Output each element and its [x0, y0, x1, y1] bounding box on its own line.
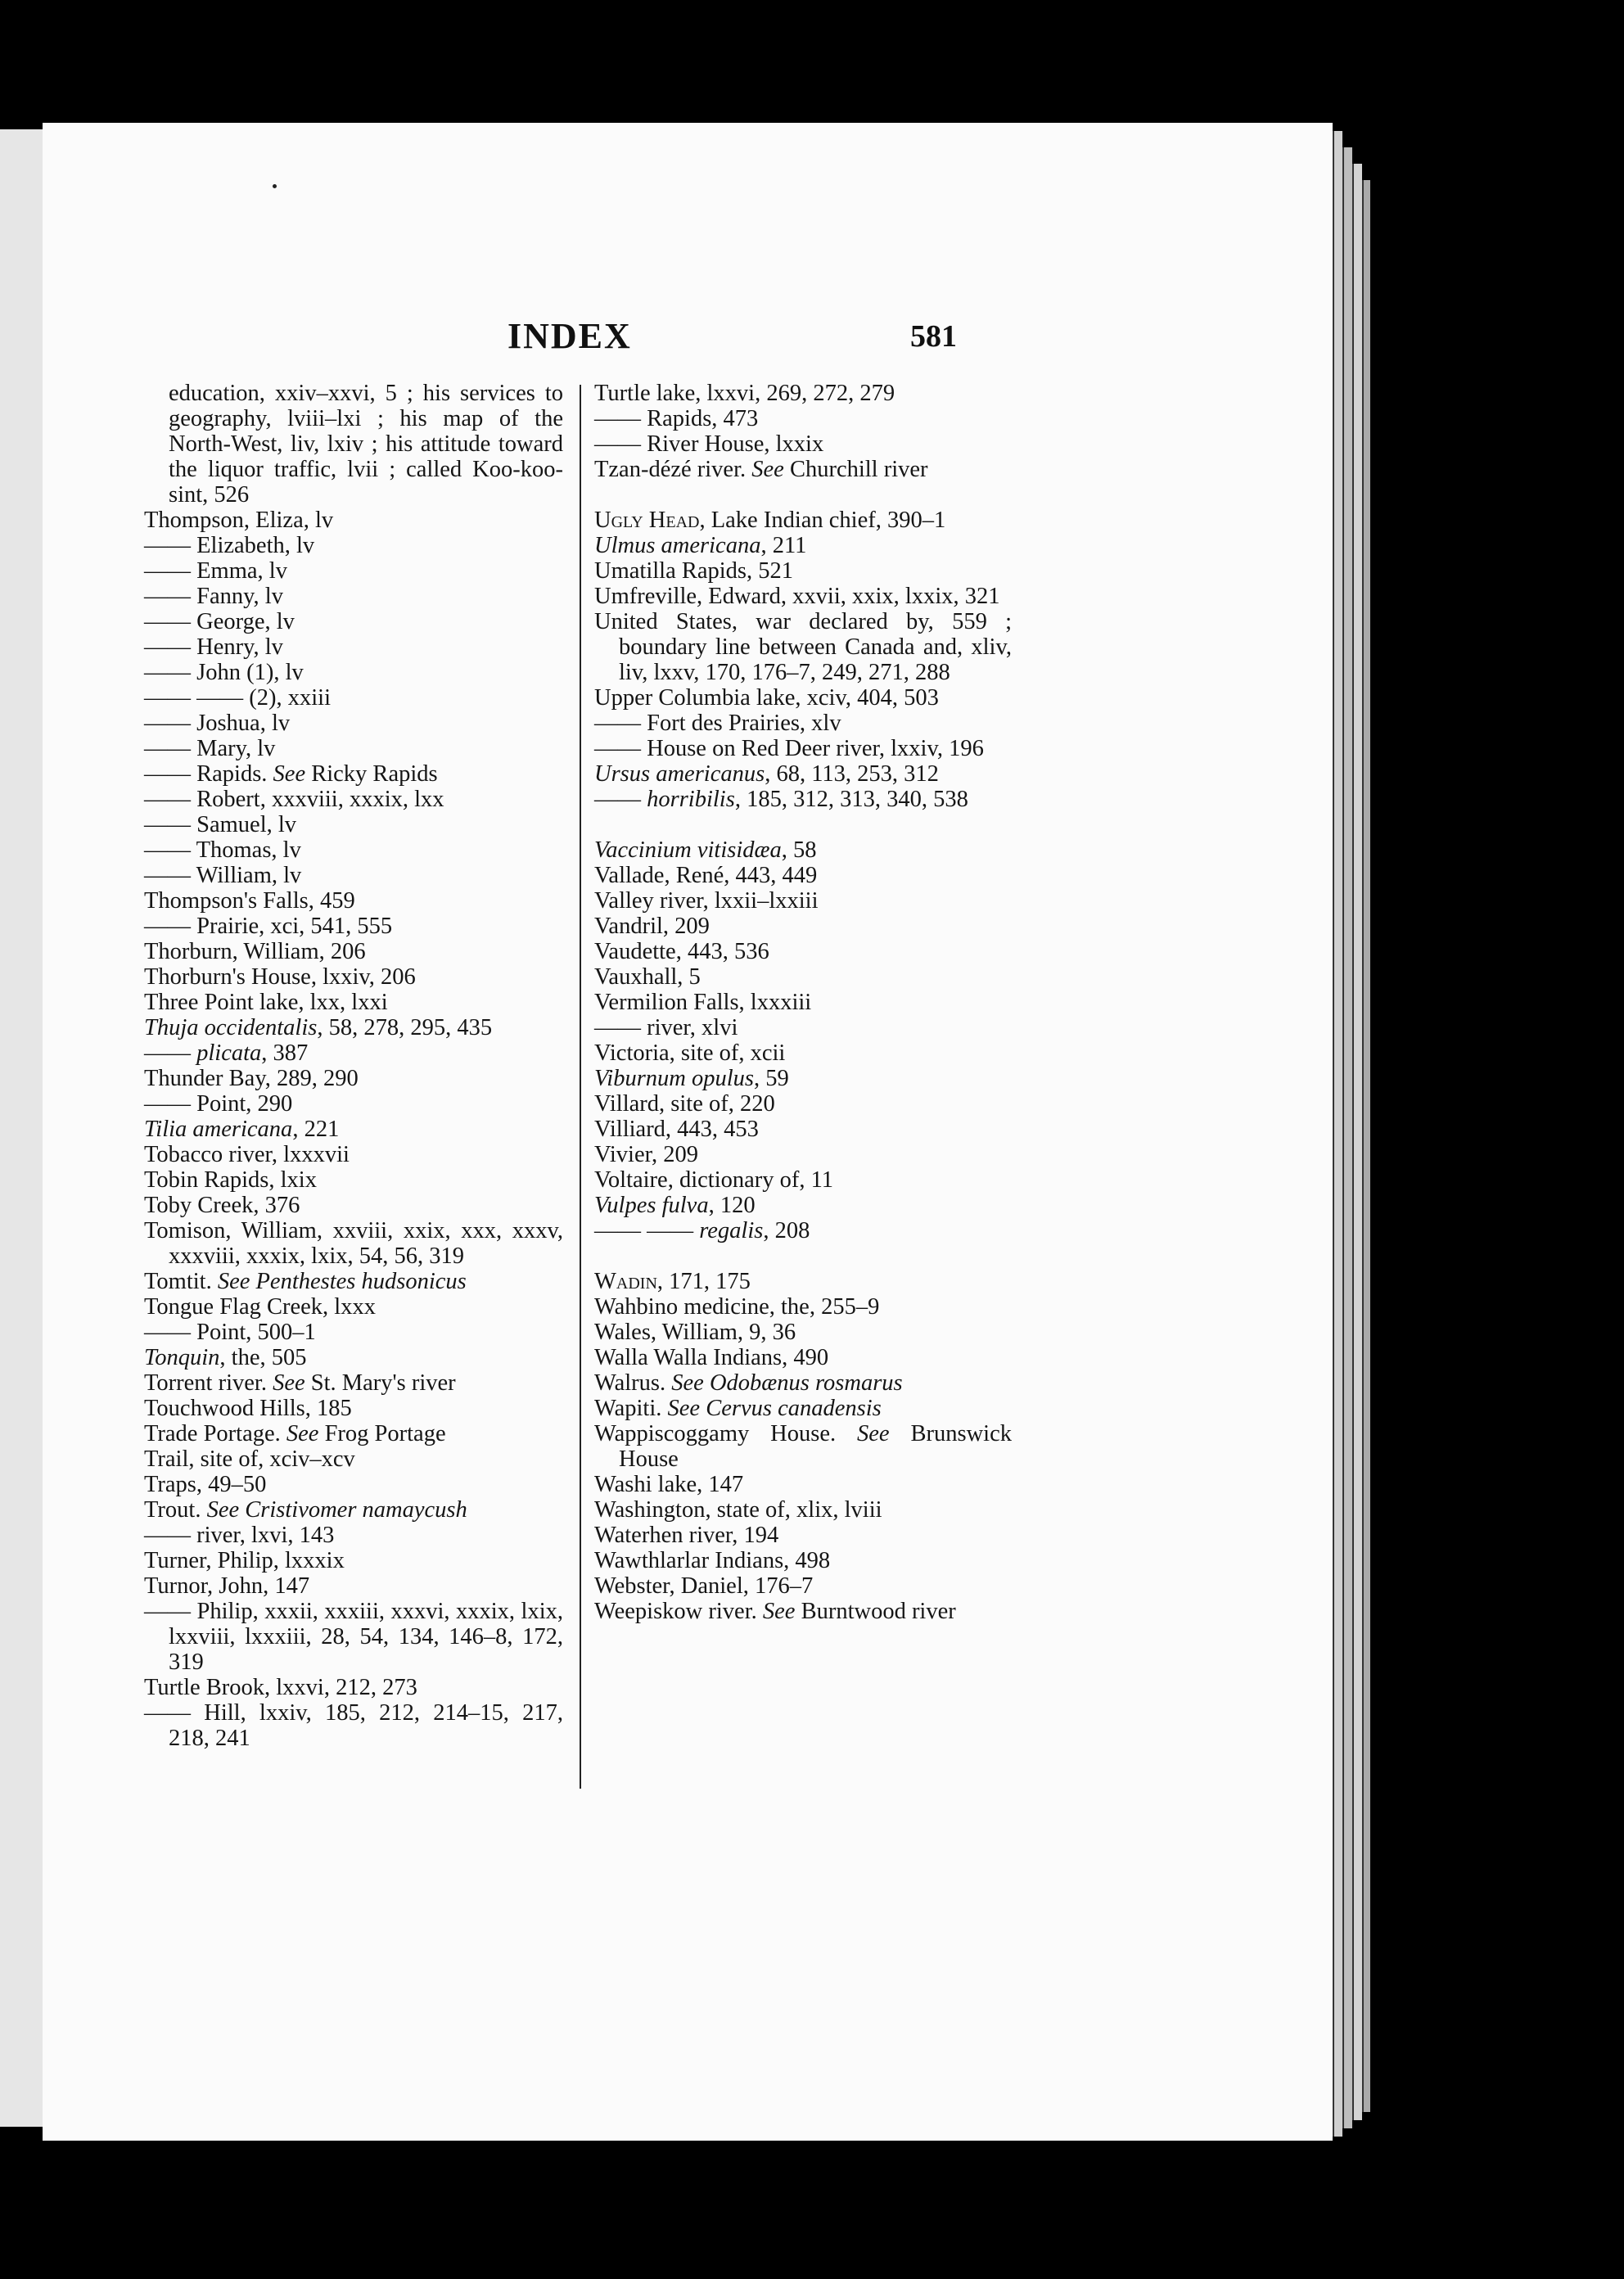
entry-t: —— Emma, lv: [144, 558, 287, 584]
entry-it: See Cristivomer namaycush: [206, 1497, 467, 1523]
entry-post: , 185, 312, 313, 340, 538: [734, 787, 968, 812]
entry-t: Umfreville, Edward, xxvii, xxix, lxxix, 321: [594, 584, 1000, 609]
index-entry: [144, 939, 563, 964]
index-entry: [594, 1294, 1012, 1320]
index-entry: [144, 1573, 563, 1599]
index-entry: [594, 1548, 1012, 1573]
index-entry: [144, 1218, 563, 1269]
index-column-left: [144, 381, 563, 1751]
entry-t: —— Thomas, lv: [144, 837, 301, 863]
entry-post: , 59: [754, 1066, 789, 1091]
index-entry: [144, 1675, 563, 1700]
entry-it: See Cervus canadensis: [667, 1396, 882, 1421]
entry-it: Vaccinium vitisidæa: [594, 837, 782, 863]
index-entry: [594, 1472, 1012, 1497]
index-column-right: [594, 381, 1012, 1624]
entry-pre: ——: [594, 787, 647, 812]
page-edge-strip: [1342, 147, 1352, 2128]
entry-t: Washington, state of, xlix, lviii: [594, 1497, 882, 1523]
index-entry: [594, 1421, 1012, 1472]
entry-t: Vermilion Falls, lxxxiii: [594, 990, 812, 1015]
entry-t: Tongue Flag Creek, lxxx: [144, 1294, 376, 1320]
entry-t: —— River House, lxxix: [594, 431, 824, 457]
entry-it: See: [751, 457, 784, 482]
index-entry: [594, 1396, 1012, 1421]
entry-sc: Wadin: [594, 1269, 657, 1294]
entry-it: Vulpes fulva: [594, 1193, 709, 1218]
entry-t: —— Robert, xxxviii, xxxix, lxx: [144, 787, 444, 812]
entry-t: —— Rapids, 473: [594, 406, 759, 431]
entry-post: Frog Portage: [318, 1421, 446, 1446]
entry-pre: Tomtit.: [144, 1269, 218, 1294]
entry-post: , 58, 278, 295, 435: [317, 1015, 493, 1040]
index-entry: [144, 381, 563, 508]
entry-post: , 171, 175: [656, 1269, 751, 1294]
index-entry: [594, 381, 1012, 406]
index-entry: [144, 761, 563, 787]
index-entry: [144, 660, 563, 685]
entry-t: Tobacco river, lxxxvii: [144, 1142, 350, 1167]
entry-post: Churchill river: [783, 457, 928, 482]
entry-t: Tobin Rapids, lxix: [144, 1167, 317, 1193]
entry-t: Thompson, Eliza, lv: [144, 508, 334, 533]
entry-t: Trail, site of, xciv–xcv: [144, 1446, 355, 1472]
entry-pre: ——: [144, 1040, 197, 1066]
index-entry: [594, 584, 1012, 609]
entry-t: Thorburn, William, 206: [144, 939, 366, 964]
page-header: [0, 315, 1624, 364]
index-entry: [144, 736, 563, 761]
entry-post: , Lake Indian chief, 390–1: [699, 508, 946, 533]
entry-it: Ulmus americana: [594, 533, 761, 558]
index-entry: [594, 1218, 1012, 1243]
index-entry: [594, 1573, 1012, 1599]
index-entry: [594, 1320, 1012, 1345]
entry-pre: —— Rapids.: [144, 761, 273, 787]
index-entry: [144, 787, 563, 812]
entry-t: Voltaire, dictionary of, 11: [594, 1167, 834, 1193]
index-entry: [594, 1599, 1012, 1624]
entry-t: Turtle lake, lxxvi, 269, 272, 279: [594, 381, 895, 406]
index-entry: [144, 1320, 563, 1345]
index-entry: [144, 812, 563, 837]
entry-it: See Odobænus rosmarus: [671, 1370, 903, 1396]
left-page-edge: [0, 129, 45, 2127]
paper-speck: [273, 184, 277, 188]
index-entry: [594, 964, 1012, 990]
entry-t: United States, war declared by, 559 ; boundary line between Canada and, xliv, liv, lxxv, 170, 176–7, 249, 271, 288: [594, 609, 1012, 685]
entry-pre: Walrus.: [594, 1370, 672, 1396]
index-entry: [594, 431, 1012, 457]
entry-it: Tilia americana: [144, 1117, 293, 1142]
entry-post: St. Mary's river: [304, 1370, 456, 1396]
index-entry: [144, 1066, 563, 1091]
page-edge-strip: [1333, 131, 1342, 2137]
entry-t: Villard, site of, 220: [594, 1091, 775, 1117]
entry-t: Wales, William, 9, 36: [594, 1320, 796, 1345]
entry-t: Three Point lake, lxx, lxxi: [144, 990, 388, 1015]
entry-sc: Ugly Head: [594, 508, 700, 533]
index-entry: [144, 1040, 563, 1066]
page-edge-strip: [1352, 164, 1362, 2120]
index-entry: [144, 1294, 563, 1320]
index-entry: [144, 1015, 563, 1040]
index-entry: [144, 1269, 563, 1294]
index-entry: [144, 508, 563, 533]
page-number: 581: [910, 319, 957, 354]
index-entry: [594, 914, 1012, 939]
entry-t: —— Joshua, lv: [144, 711, 291, 736]
entry-pre: Trout.: [144, 1497, 207, 1523]
entry-post: , 208: [763, 1218, 810, 1243]
index-entry: [144, 558, 563, 584]
entry-t: —— Henry, lv: [144, 634, 283, 660]
entry-t: —— —— (2), xxiii: [144, 685, 331, 711]
entry-t: Upper Columbia lake, xciv, 404, 503: [594, 685, 939, 711]
entry-post: Ricky Rapids: [305, 761, 438, 787]
entry-t: —— Point, 500–1: [144, 1320, 316, 1345]
entry-t: education, xxiv–xxvi, 5 ; his services to geography, lviii–lxi ; his map of the North-West, liv, lxiv ; his attitude toward the liquor traffic, lvii ; called Koo-koo-sint, 526: [169, 381, 563, 508]
index-entry: [594, 685, 1012, 711]
page-edge-strip: [1362, 180, 1370, 2112]
entry-t: Thompson's Falls, 459: [144, 888, 355, 914]
entry-t: Valley river, lxxii–lxxiii: [594, 888, 819, 914]
entry-post: , 211: [760, 533, 807, 558]
entry-t: Wahbino medicine, the, 255–9: [594, 1294, 880, 1320]
entry-t: Vauxhall, 5: [594, 964, 701, 990]
entry-t: —— Fort des Prairies, xlv: [594, 711, 841, 736]
entry-t: Victoria, site of, xcii: [594, 1040, 786, 1066]
index-entry: [144, 685, 563, 711]
entry-t: —— John (1), lv: [144, 660, 304, 685]
entry-it: horribilis: [647, 787, 735, 812]
entry-it: See: [857, 1421, 890, 1446]
entry-it: See Penthestes hudsonicus: [217, 1269, 467, 1294]
index-entry: [144, 1345, 563, 1370]
index-entry: [144, 609, 563, 634]
index-entry: [144, 533, 563, 558]
index-entry: [594, 1040, 1012, 1066]
index-entry: [594, 1015, 1012, 1040]
entry-t: Thorburn's House, lxxiv, 206: [144, 964, 416, 990]
index-entry: [144, 1193, 563, 1218]
entry-t: Umatilla Rapids, 521: [594, 558, 794, 584]
index-entry: [144, 1497, 563, 1523]
entry-it: See: [762, 1599, 796, 1624]
entry-pre: Weepiskow river.: [594, 1599, 763, 1624]
entry-post: Burntwood river: [795, 1599, 956, 1624]
entry-it: Thuja occidentalis: [144, 1015, 318, 1040]
entry-it: Ursus americanus: [594, 761, 765, 787]
index-entry: [144, 1091, 563, 1117]
index-entry: [144, 1700, 563, 1751]
entry-pre: Wapiti.: [594, 1396, 668, 1421]
entry-t: Waterhen river, 194: [594, 1523, 779, 1548]
index-entry: [144, 584, 563, 609]
index-entry: [594, 1497, 1012, 1523]
index-entry: [594, 863, 1012, 888]
entry-t: —— William, lv: [144, 863, 302, 888]
index-entry: [144, 711, 563, 736]
index-entry: [594, 761, 1012, 787]
entry-t: Tomison, William, xxviii, xxix, xxx, xxxv, xxxviii, xxxix, lxix, 54, 56, 319: [144, 1218, 563, 1269]
index-entry: [144, 964, 563, 990]
index-entry: [594, 533, 1012, 558]
index-entry: [144, 1548, 563, 1573]
index-entry: [594, 1117, 1012, 1142]
entry-post: , 387: [261, 1040, 309, 1066]
index-entry: [594, 609, 1012, 685]
index-entry: [144, 1599, 563, 1675]
index-entry: [144, 1523, 563, 1548]
index-entry: [594, 406, 1012, 431]
index-entry: [594, 888, 1012, 914]
index-entry: [144, 1142, 563, 1167]
entry-t: Thunder Bay, 289, 290: [144, 1066, 359, 1091]
entry-t: Wawthlarlar Indians, 498: [594, 1548, 831, 1573]
entry-t: Turtle Brook, lxxvi, 212, 273: [144, 1675, 417, 1700]
entry-t: Touchwood Hills, 185: [144, 1396, 352, 1421]
entry-it: regalis: [699, 1218, 764, 1243]
entry-post: , the, 505: [219, 1345, 307, 1370]
index-entry: [594, 990, 1012, 1015]
section-gap: [594, 1243, 1012, 1269]
index-entry: [144, 1472, 563, 1497]
entry-it: See: [286, 1421, 319, 1446]
entry-pre: Torrent river.: [144, 1370, 273, 1396]
entry-t: Vallade, René, 443, 449: [594, 863, 818, 888]
index-entry: [144, 1167, 563, 1193]
index-entry: [594, 1269, 1012, 1294]
index-entry: [594, 508, 1012, 533]
index-entry: [594, 736, 1012, 761]
entry-t: Villiard, 443, 453: [594, 1117, 759, 1142]
entry-it: Tonquin: [144, 1345, 220, 1370]
entry-t: Toby Creek, 376: [144, 1193, 300, 1218]
index-entry: [144, 634, 563, 660]
section-gap: [594, 482, 1012, 508]
entry-t: —— Hill, lxxiv, 185, 212, 214–15, 217, 218, 241: [144, 1700, 563, 1751]
entry-t: —— Philip, xxxii, xxxiii, xxxvi, xxxix, lxix, lxxviii, lxxxiii, 28, 54, 134, 146–8, 172, 319: [144, 1599, 563, 1675]
entry-post: , 221: [292, 1117, 340, 1142]
index-entry: [144, 1117, 563, 1142]
entry-t: Traps, 49–50: [144, 1472, 267, 1497]
entry-t: —— Samuel, lv: [144, 812, 297, 837]
entry-t: —— Elizabeth, lv: [144, 533, 315, 558]
column-divider: [580, 385, 581, 1789]
entry-t: Webster, Daniel, 176–7: [594, 1573, 814, 1599]
entry-t: Washi lake, 147: [594, 1472, 744, 1497]
index-entry: [594, 787, 1012, 812]
entry-t: —— Prairie, xci, 541, 555: [144, 914, 393, 939]
entry-it: See: [273, 1370, 305, 1396]
entry-t: Walla Walla Indians, 490: [594, 1345, 829, 1370]
index-entry: [594, 1370, 1012, 1396]
entry-t: Turner, Philip, lxxxix: [144, 1548, 345, 1573]
entry-t: Vandril, 209: [594, 914, 710, 939]
section-gap: [594, 812, 1012, 837]
index-entry: [594, 457, 1012, 482]
entry-pre: Wappiscoggamy House.: [594, 1421, 858, 1446]
index-entry: [144, 1421, 563, 1446]
index-entry: [144, 1370, 563, 1396]
index-entry: [144, 863, 563, 888]
index-entry: [144, 990, 563, 1015]
index-entry: [594, 1523, 1012, 1548]
index-entry: [144, 1446, 563, 1472]
index-entry: [594, 1091, 1012, 1117]
index-entry: [594, 558, 1012, 584]
index-entry: [144, 837, 563, 863]
entry-t: Vivier, 209: [594, 1142, 698, 1167]
entry-it: Viburnum opulus: [594, 1066, 755, 1091]
entry-it: plicata: [196, 1040, 262, 1066]
index-entry: [594, 1167, 1012, 1193]
index-entry: [594, 837, 1012, 863]
entry-post: , 120: [708, 1193, 756, 1218]
index-entry: [594, 1142, 1012, 1167]
entry-pre: —— ——: [594, 1218, 700, 1243]
index-entry: [144, 888, 563, 914]
index-entry: [594, 1193, 1012, 1218]
entry-t: —— Mary, lv: [144, 736, 276, 761]
index-entry: [594, 1345, 1012, 1370]
page-title: INDEX: [508, 316, 632, 356]
entry-t: —— House on Red Deer river, lxxiv, 196: [594, 736, 984, 761]
entry-t: Vaudette, 443, 536: [594, 939, 769, 964]
entry-t: —— river, lxvi, 143: [144, 1523, 335, 1548]
entry-pre: Trade Portage.: [144, 1421, 286, 1446]
index-entry: [594, 1066, 1012, 1091]
entry-t: —— river, xlvi: [594, 1015, 738, 1040]
index-entry: [594, 939, 1012, 964]
entry-it: See: [273, 761, 306, 787]
entry-post: , 58: [781, 837, 817, 863]
entry-t: —— Point, 290: [144, 1091, 293, 1117]
index-entry: [144, 914, 563, 939]
entry-t: —— Fanny, lv: [144, 584, 283, 609]
index-entry: [144, 1396, 563, 1421]
entry-t: Turnor, John, 147: [144, 1573, 310, 1599]
index-entry: [594, 711, 1012, 736]
entry-post: Brunswick House: [619, 1421, 1012, 1472]
entry-pre: Tzan-dézé river.: [594, 457, 752, 482]
entry-post: , 68, 113, 253, 312: [765, 761, 939, 787]
entry-t: —— George, lv: [144, 609, 295, 634]
